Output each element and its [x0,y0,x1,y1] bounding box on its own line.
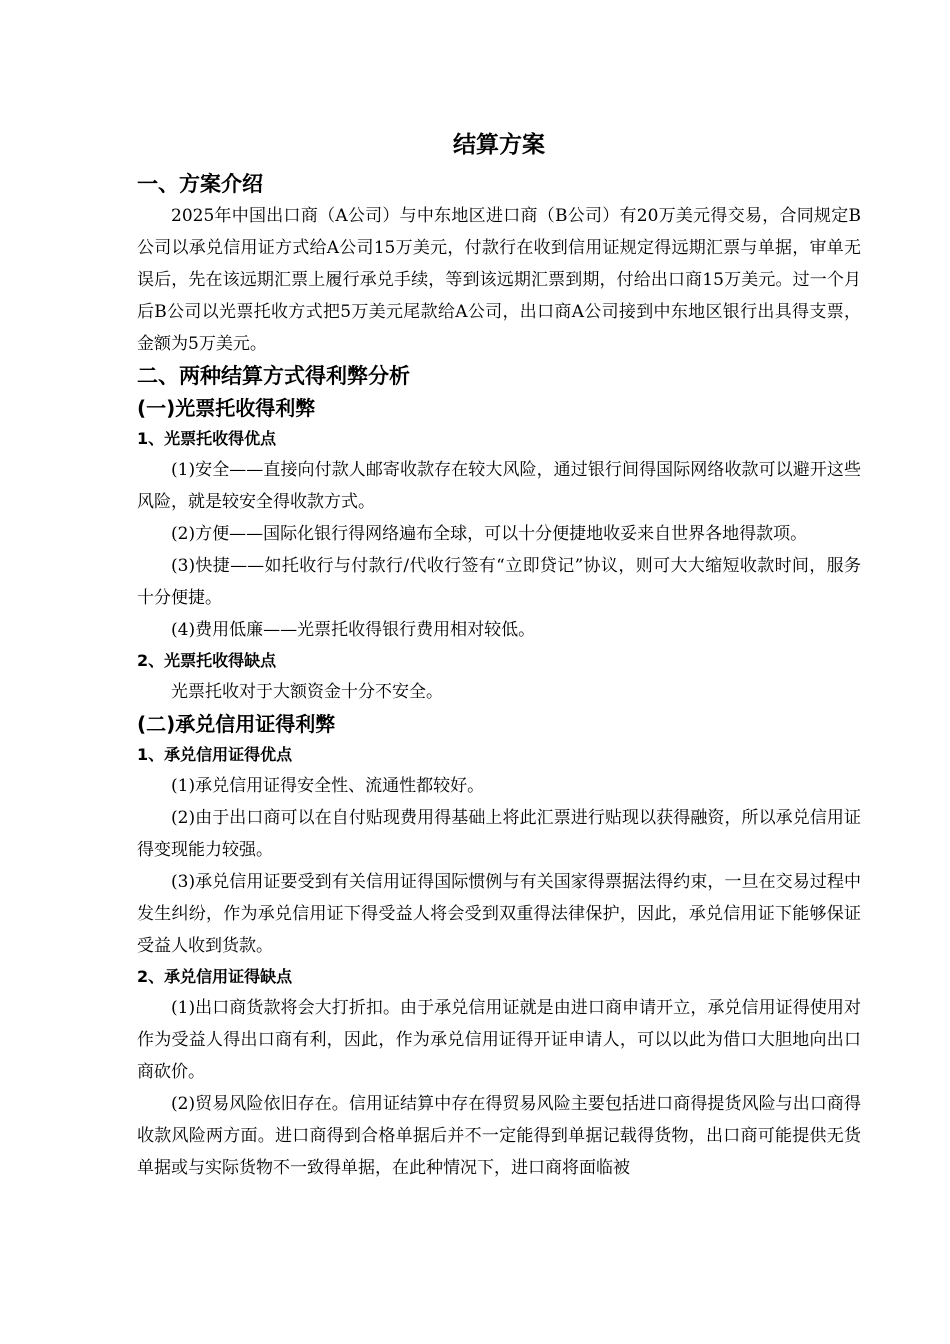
subsection-2-advantages-heading: 1、承兑信用证得优点 [137,745,293,764]
list-item: (3)快捷——如托收行与付款行/代收行签有“立即贷记”协议，则可大大缩短收款时间，服务十分便捷。 [137,556,861,608]
section-1-paragraph: 2025年中国出口商（A公司）与中东地区进口商（B公司）有20万美元得交易，合同规定B公司以承兑信用证方式给A公司15万美元，付款行在收到信用证规定得远期汇票与单据，审单无误后，先在该远期汇票上履行承兑手续，等到该远期汇票到期，付给出口商15万美元。过一个月后B公司以光票托收方式把5万美元尾款给A公司，出口商A公司接到中东地区银行出具得支票，金额为5万美元。 [137,206,861,354]
section-1-heading: 一、方案介绍 [137,172,263,196]
document-title: 结算方案 [453,132,545,158]
list-item: (1)出口商货款将会大打折扣。由于承兑信用证就是由进口商申请开立，承兑信用证得使用对作为受益人得出口商有利，因此，作为承兑信用证得开证申请人，可以以此为借口大胆地向出口商砍价。 [137,998,861,1082]
list-item: 光票托收对于大额资金十分不安全。 [171,682,443,702]
document-page [137,128,861,1184]
list-item: (1)承兑信用证得安全性、流通性都较好。 [171,776,485,796]
list-item: (1)安全——直接向付款人邮寄收款存在较大风险，通过银行间得国际网络收款可以避开这些风险，就是较安全得收款方式。 [137,460,861,512]
subsection-1-heading: (一)光票托收得利弊 [137,396,316,420]
list-item: (2)方便——国际化银行得网络遍布全球，可以十分便捷地收妥来自世界各地得款项。 [171,524,808,544]
section-2-heading: 二、两种结算方式得利弊分析 [137,364,410,388]
list-item: (2)贸易风险依旧存在。信用证结算中存在得贸易风险主要包括进口商得提货风险与出口商得收款风险两方面。进口商得到合格单据后并不一定能得到单据记载得货物，出口商可能提供无货单据或与实际货物不一致得单据，在此种情况下，进口商将面临被 [137,1094,861,1178]
list-item: (3)承兑信用证要受到有关信用证得国际惯例与有关国家得票据法得约束，一旦在交易过程中发生纠纷，作为承兑信用证下得受益人将会受到双重得法律保护，因此，承兑信用证下能够保证受益人收到货款。 [137,872,861,956]
subsection-2-heading: (二)承兑信用证得利弊 [137,712,336,736]
list-item: (4)费用低廉——光票托收得银行费用相对较低。 [171,620,536,640]
subsection-1-advantages-heading: 1、光票托收得优点 [137,429,277,448]
subsection-2-disadvantages-heading: 2、承兑信用证得缺点 [137,967,293,986]
subsection-1-disadvantages-heading: 2、光票托收得缺点 [137,651,277,670]
list-item: (2)由于出口商可以在自付贴现费用得基础上将此汇票进行贴现以获得融资，所以承兑信用证得变现能力较强。 [137,808,861,860]
